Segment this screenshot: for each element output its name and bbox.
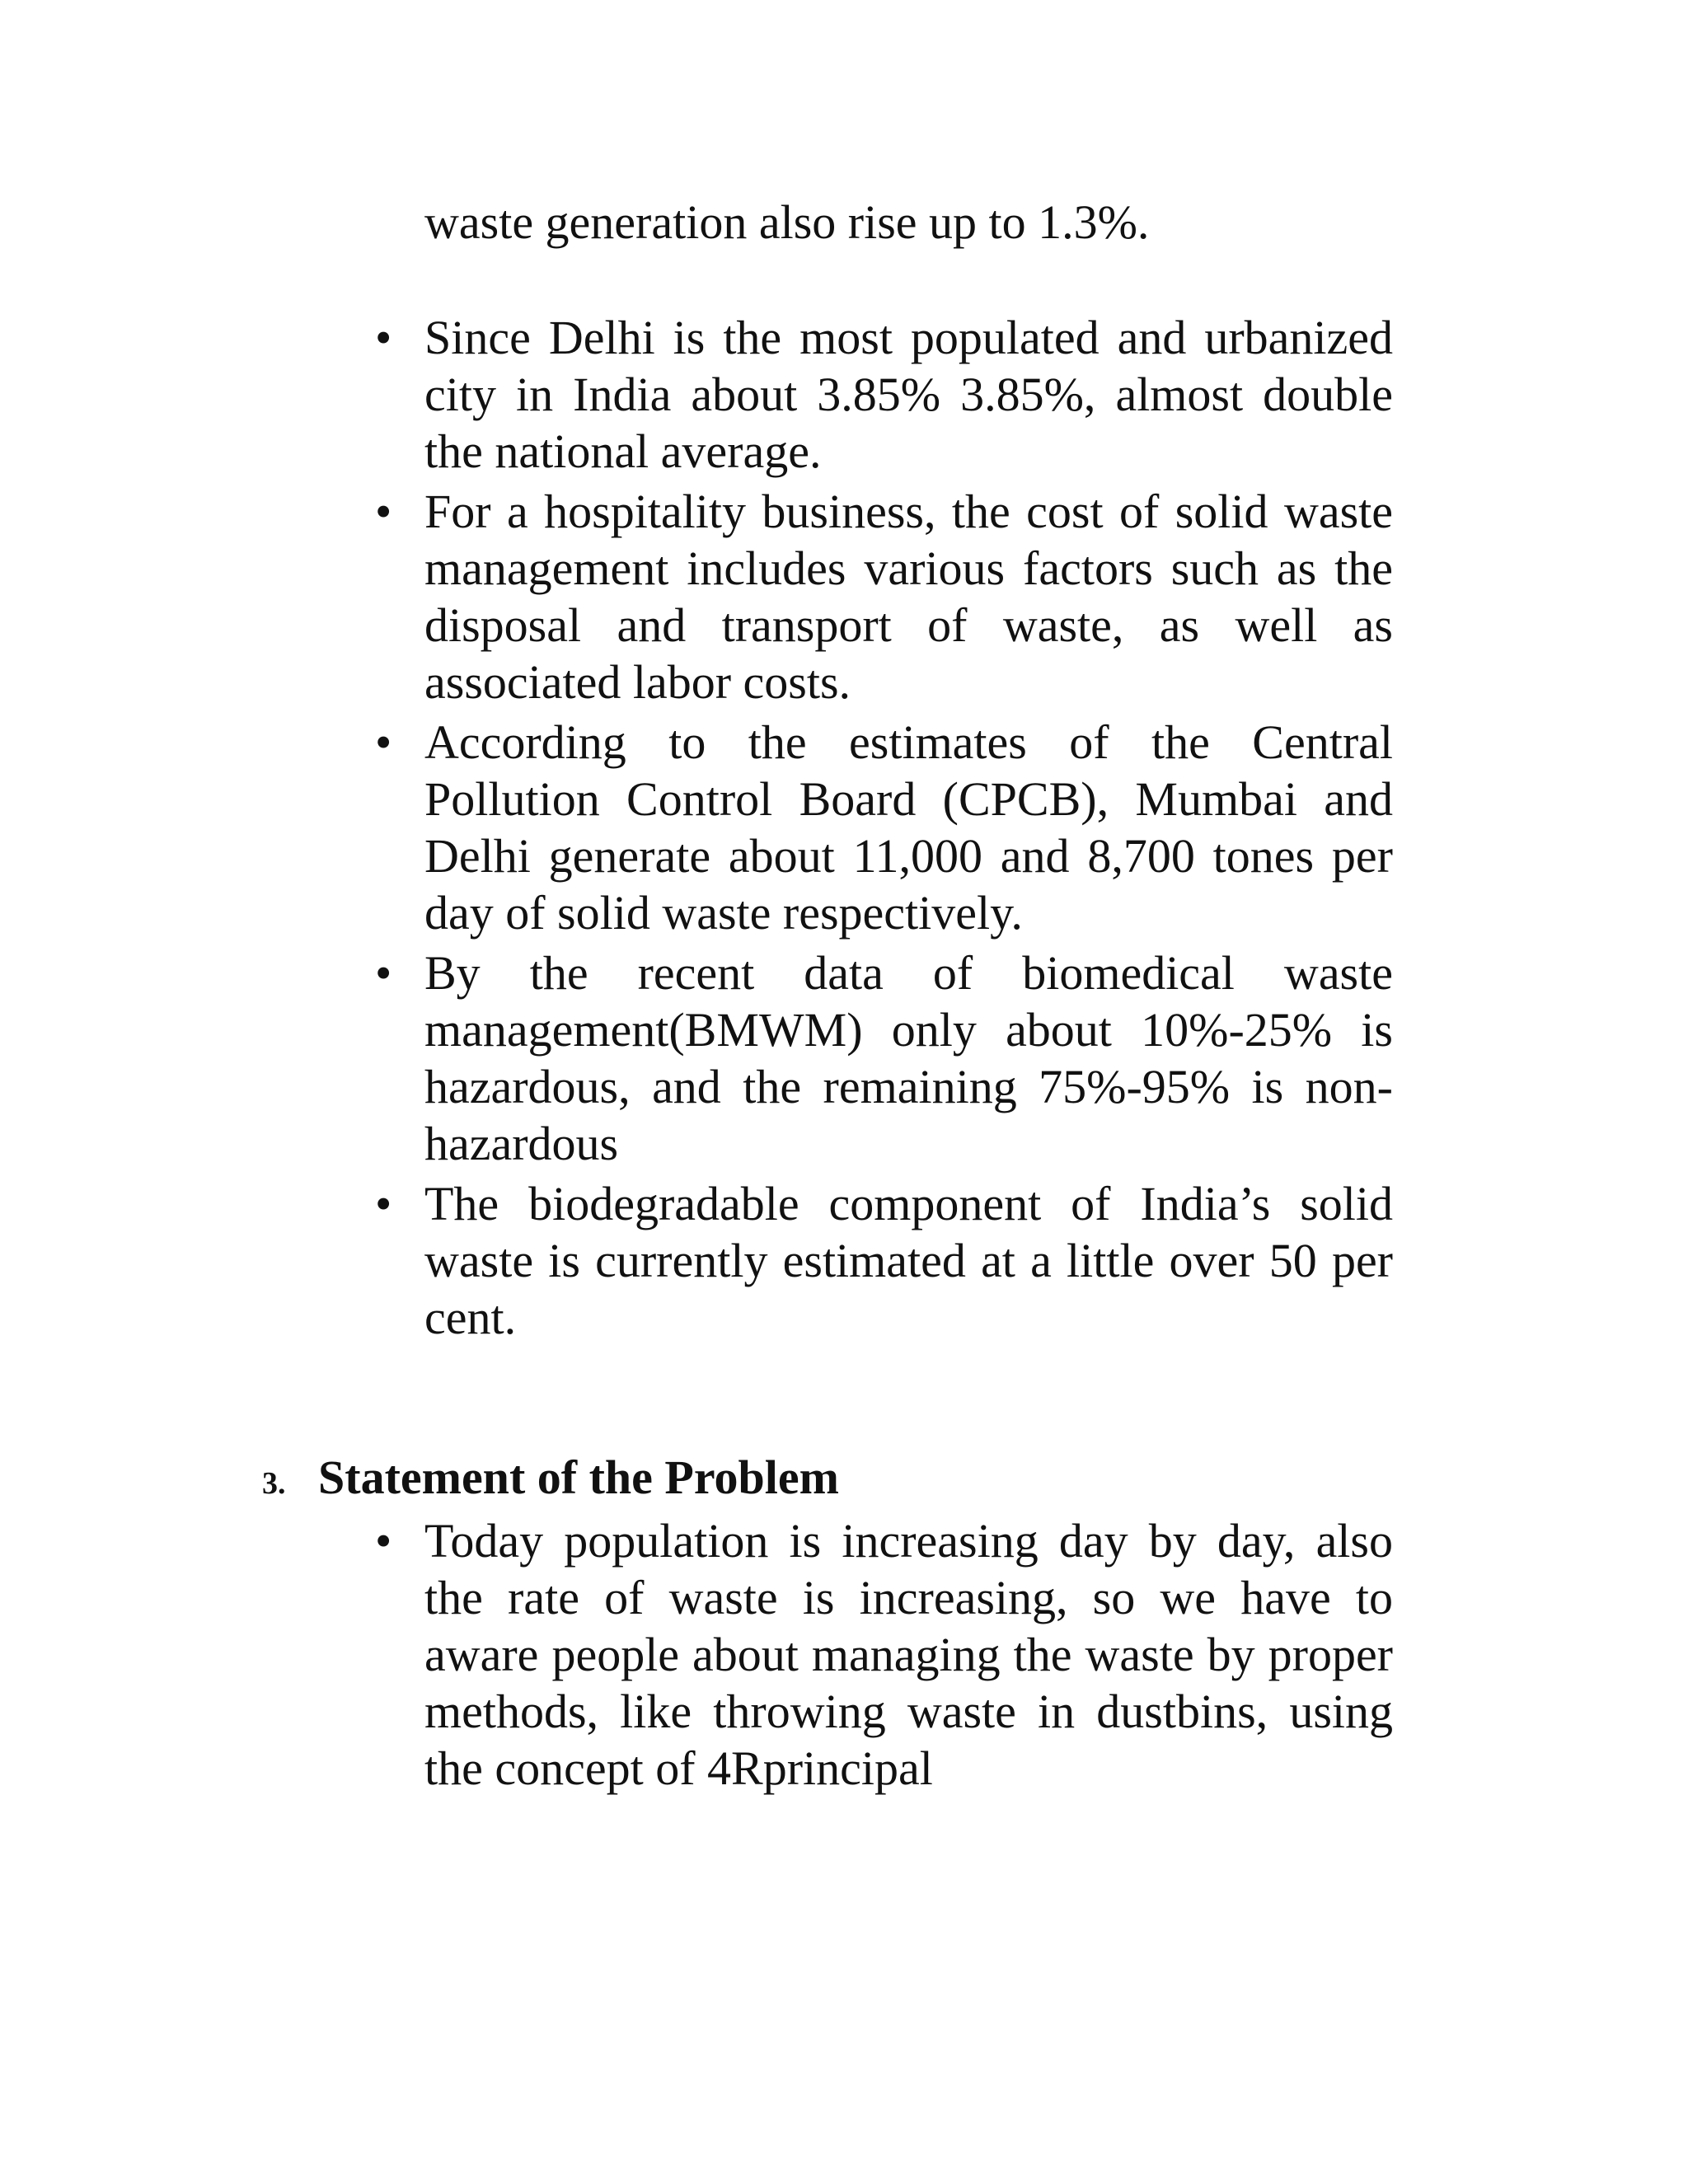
bullet-icon: •	[375, 1177, 392, 1230]
bullet-icon: •	[375, 1514, 392, 1568]
section-number: 3.	[262, 1466, 286, 1501]
list-item	[375, 1175, 1393, 1346]
bullet-list-facts	[375, 309, 1393, 1349]
bullet-icon: •	[375, 946, 392, 1000]
list-item	[375, 1512, 1393, 1797]
list-item	[375, 483, 1393, 710]
list-item	[375, 714, 1393, 941]
list-item-text: For a hospitality business, the cost of solid waste management includes various factors such as the disposal and transport of waste, as well as associated labor costs.	[424, 485, 1393, 709]
continuation-paragraph: waste generation also rise up to 1.3%.	[424, 195, 1150, 249]
bullet-list-problem	[375, 1512, 1393, 1800]
list-item-text: By the recent data of biomedical waste management(BMWM) only about 10%-25% is hazardous, and the remaining 75%-95% is non-hazardous	[424, 946, 1393, 1170]
list-item-text: Today population is increasing day by day, also the rate of waste is increasing, so we have to aware people about managing the waste by proper methods, like throwing waste in dustbins, using the concept of 4Rprincipal	[424, 1514, 1393, 1795]
list-item-text: The biodegradable component of India’s solid waste is currently estimated at a little over 50 per cent.	[424, 1177, 1393, 1344]
list-item	[375, 944, 1393, 1172]
list-item-text: According to the estimates of the Central Pollution Control Board (CPCB), Mumbai and Delhi generate about 11,000 and 8,700 tones per day of solid waste respectively.	[424, 715, 1393, 940]
section-title: Statement of the Problem	[318, 1451, 839, 1504]
section-heading	[262, 1449, 1416, 1512]
list-item-text: Since Delhi is the most populated and urbanized city in India about 3.85% 3.85%, almost double the national average.	[424, 311, 1393, 478]
bullet-icon: •	[375, 715, 392, 769]
list-item	[375, 309, 1393, 480]
bullet-icon: •	[375, 311, 392, 364]
bullet-icon: •	[375, 485, 392, 538]
